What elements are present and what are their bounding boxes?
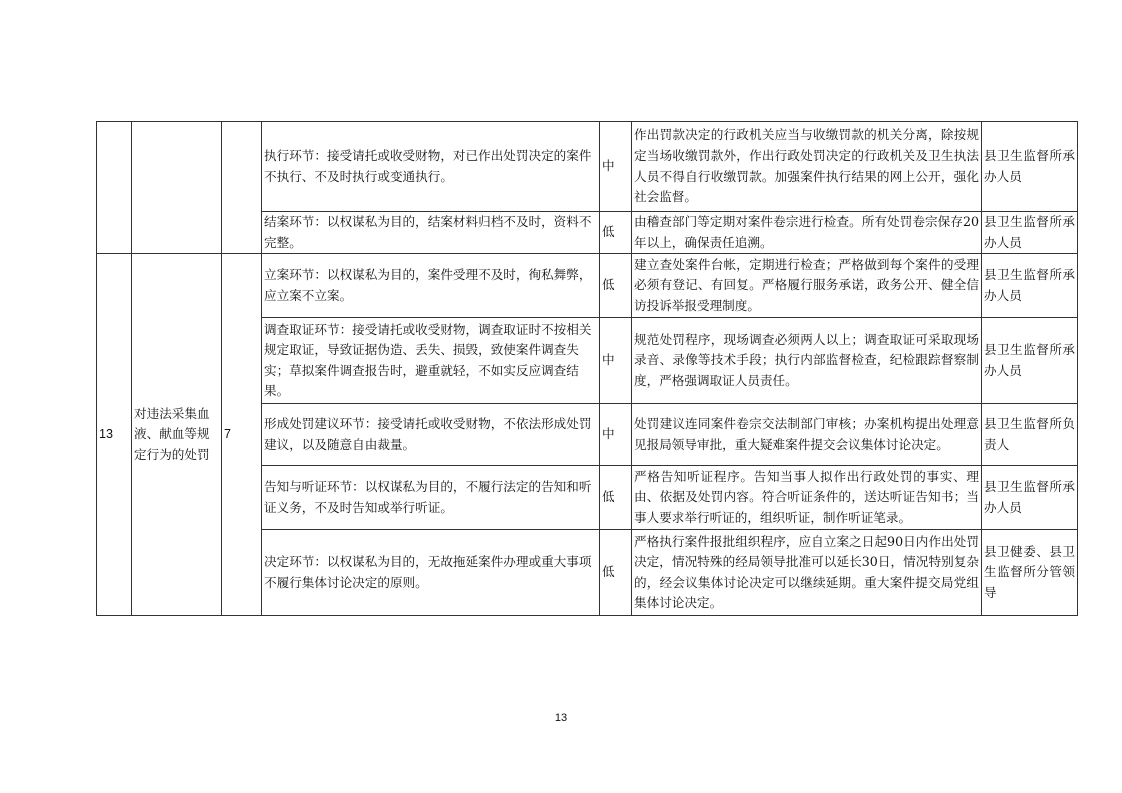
risk-level-cell: 中 xyxy=(600,404,632,466)
prevention-measure-cell: 严格执行案件报批组织程序，应自立案之日起90日内作出处罚决定，情况特殊的经局领导批准可以延长30日，情况特别复杂的，经会议集体讨论决定可以继续延期。重大案件提交局党组集体讨论决定。 xyxy=(632,530,982,616)
risk-link-cell: 立案环节：以权谋私为目的，案件受理不及时，徇私舞弊，应立案不立案。 xyxy=(262,254,600,318)
risk-link-cell: 形成处罚建议环节：接受请托或收受财物，不依法形成处罚建议，以及随意自由裁量。 xyxy=(262,404,600,466)
risk-level-cell: 低 xyxy=(600,254,632,318)
prevention-measure-cell: 规范处罚程序，现场调查必须两人以上；调查取证可采取现场录音、录像等技术手段；执行内部监督检查，纪检跟踪督察制度，严格强调取证人员责任。 xyxy=(632,318,982,404)
prevention-measure-cell: 由稽查部门等定期对案件卷宗进行检查。所有处罚卷宗保存20年以上，确保责任追溯。 xyxy=(632,212,982,254)
number-cell-empty xyxy=(97,122,132,254)
risk-control-table xyxy=(96,121,1078,616)
risk-link-cell: 决定环节：以权谋私为目的，无故拖延案件办理或重大事项不履行集体讨论决定的原则。 xyxy=(262,530,600,616)
count-cell-empty xyxy=(222,122,262,254)
responsible-party-cell: 县卫生监督所承办人员 xyxy=(982,122,1078,212)
responsible-party-cell: 县卫生监督所承办人员 xyxy=(982,254,1078,318)
responsible-party-cell: 县卫生监督所承办人员 xyxy=(982,318,1078,404)
prevention-measure-cell: 严格告知听证程序。告知当事人拟作出行政处罚的事实、理由、依据及处罚内容。符合听证条件的，送达听证告知书；当事人要求举行听证的，组织听证，制作听证笔录。 xyxy=(632,466,982,530)
prevention-measure-cell: 作出罚款决定的行政机关应当与收缴罚款的机关分离，除按规定当场收缴罚款外，作出行政处罚决定的行政机关及卫生执法人员不得自行收缴罚款。加强案件执行结果的网上公开，强化社会监督。 xyxy=(632,122,982,212)
responsible-party-cell: 县卫生监督所承办人员 xyxy=(982,466,1078,530)
risk-level-cell: 低 xyxy=(600,466,632,530)
risk-link-cell: 执行环节：接受请托或收受财物，对已作出处罚决定的案件不执行、不及时执行或变通执行。 xyxy=(262,122,600,212)
risk-link-cell: 调查取证环节：接受请托或收受财物，调查取证时不按相关规定取证，导致证据伪造、丢失、损毁，致使案件调查失实；草拟案件调查报告时，避重就轻，不如实反应调查结果。 xyxy=(262,318,600,404)
item-count-cell: 7 xyxy=(222,254,262,616)
risk-link-cell: 结案环节：以权谋私为目的，结案材料归档不及时，资料不完整。 xyxy=(262,212,600,254)
table-row xyxy=(97,122,1078,212)
item-name-cell: 对违法采集血液、献血等规定行为的处罚 xyxy=(132,254,222,616)
responsible-party-cell: 县卫健委、县卫生监督所分管领导 xyxy=(982,530,1078,616)
risk-level-cell: 低 xyxy=(600,212,632,254)
page-number: 13 xyxy=(554,712,568,724)
prevention-measure-cell: 建立查处案件台帐，定期进行检查；严格做到每个案件的受理必须有登记、有回复。严格履行服务承诺，政务公开、健全信访投诉举报受理制度。 xyxy=(632,254,982,318)
risk-link-cell: 告知与听证环节：以权谋私为目的，不履行法定的告知和听证义务，不及时告知或举行听证。 xyxy=(262,466,600,530)
table-row xyxy=(97,254,1078,318)
risk-level-cell: 低 xyxy=(600,530,632,616)
risk-level-cell: 中 xyxy=(600,122,632,212)
prevention-measure-cell: 处罚建议连同案件卷宗交法制部门审核；办案机构提出处理意见报局领导审批，重大疑难案件提交会议集体讨论决定。 xyxy=(632,404,982,466)
risk-level-cell: 中 xyxy=(600,318,632,404)
item-name-cell-empty xyxy=(132,122,222,254)
item-number-cell: 13 xyxy=(97,254,132,616)
responsible-party-cell: 县卫生监督所负责人 xyxy=(982,404,1078,466)
responsible-party-cell: 县卫生监督所承办人员 xyxy=(982,212,1078,254)
